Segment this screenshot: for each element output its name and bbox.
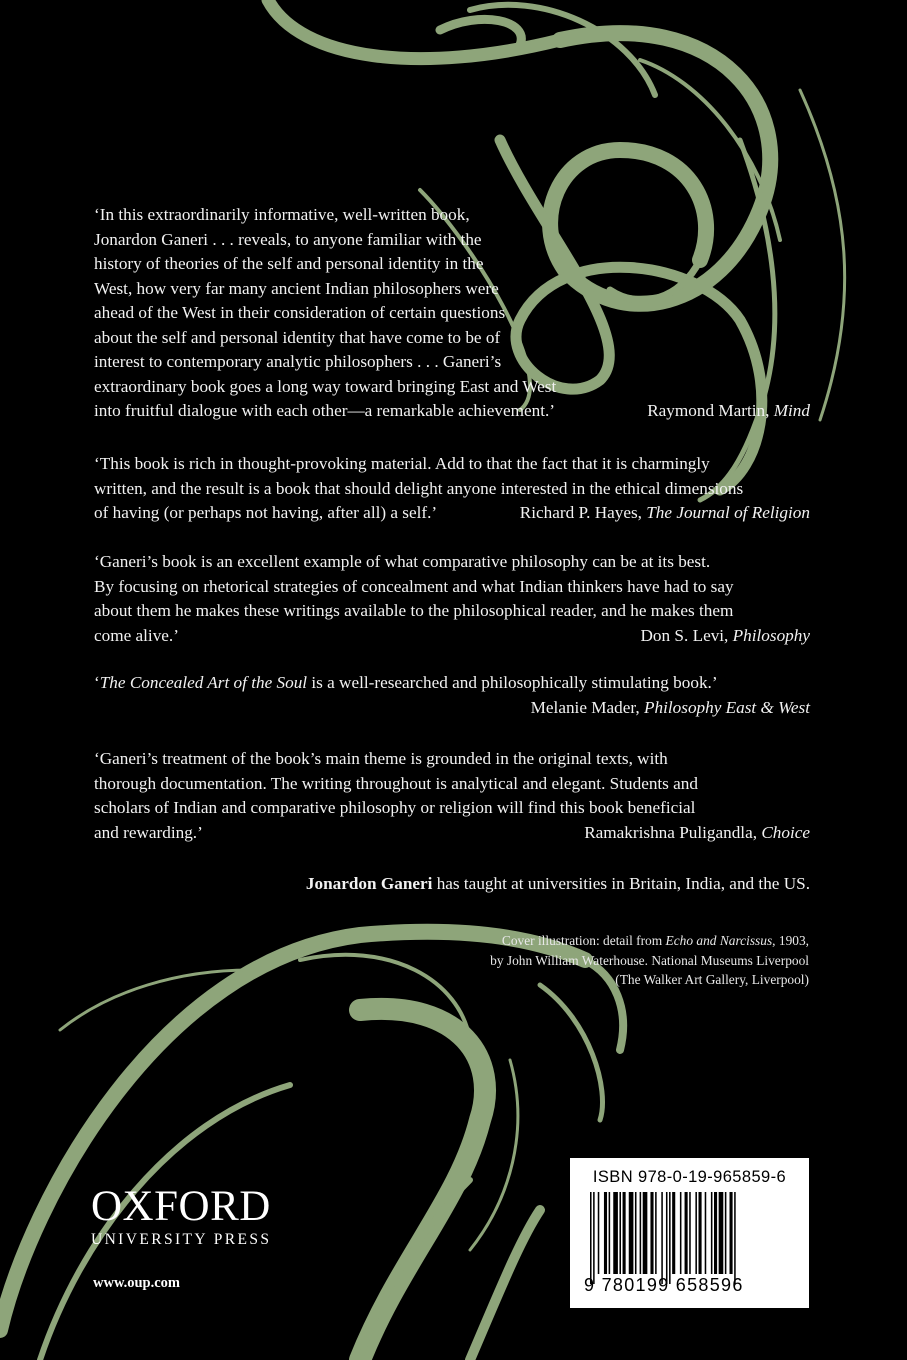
review-line: ‘In this extraordinarily informative, well-written book, — [94, 205, 470, 224]
isbn-digits: 9 780199 658596 — [584, 1275, 744, 1295]
barcode-bar — [619, 1192, 621, 1274]
barcode-bar — [680, 1192, 682, 1274]
review-martin — [94, 203, 810, 424]
review-line: come alive.’ — [94, 625, 179, 645]
publisher-logo — [91, 1185, 301, 1250]
barcode-image — [584, 1192, 795, 1284]
barcode-bar — [672, 1192, 675, 1274]
review-line: ‘Ganeri’s book is an excellent example of what comparative philosophy can be at its best. — [94, 552, 711, 571]
barcode-bar — [666, 1192, 668, 1284]
review-source: Choice — [761, 822, 810, 842]
reviewer-attribution — [584, 821, 810, 846]
reviewer-attribution — [641, 624, 810, 649]
barcode-bar — [669, 1192, 671, 1284]
review-line: written, and the result is a book that should delight anyone interested in the ethical dimensions — [94, 478, 744, 498]
review-line: scholars of Indian and comparative philosophy or religion will find this book beneficial — [94, 798, 696, 817]
review-line: history of theories of the self and personal identity in the — [94, 254, 484, 273]
barcode-bar — [730, 1192, 733, 1274]
barcode-bar — [705, 1192, 707, 1274]
review-source: The Journal of Religion — [646, 503, 810, 522]
credit-line: (The Walker Art Gallery, Liverpool) — [615, 972, 809, 987]
barcode-bar — [725, 1192, 727, 1274]
review-puligandla — [94, 747, 810, 845]
publisher-subname: UNIVERSITY PRESS — [91, 1231, 272, 1248]
review-line: and rewarding.’ — [94, 822, 203, 842]
barcode-bar — [609, 1192, 611, 1274]
reviewer-name: Melanie Mader, — [530, 697, 640, 717]
review-hayes — [94, 452, 810, 526]
review-line: interest to contemporary analytic philosophers . . . Ganeri’s — [94, 352, 502, 371]
barcode-bar — [714, 1192, 717, 1274]
review-levi — [94, 550, 810, 648]
barcode-bar — [711, 1192, 713, 1274]
review-source: Mind — [773, 401, 810, 420]
barcode-bar — [655, 1192, 657, 1274]
review-line: thorough documentation. The writing throughout is analytical and elegant. Students and — [94, 773, 698, 793]
barcode-bar — [699, 1192, 702, 1274]
barcode-bar — [661, 1192, 663, 1284]
barcode-bar — [640, 1192, 642, 1274]
barcode-bar — [593, 1192, 595, 1284]
reviewer-name: Ramakrishna Puligandla, — [584, 822, 758, 842]
review-line: about them he makes these writings available to the philosophical reader, and he makes them — [94, 601, 734, 620]
review-line: By focusing on rhetorical strategies of concealment and what Indian thinkers have had to say — [94, 576, 734, 596]
book-title: The Concealed Art of the Soul — [99, 673, 308, 692]
review-line: Jonardon Ganeri . . . reveals, to anyone familiar with the — [94, 229, 482, 249]
barcode-bar — [695, 1192, 697, 1274]
reviewer-attribution — [520, 501, 810, 526]
author-bio — [94, 872, 810, 896]
publisher-name: OXFORD — [91, 1183, 271, 1230]
barcode-panel — [570, 1158, 809, 1308]
review-line: of having (or perhaps not having, after all) a self.’ — [94, 503, 438, 522]
barcode-bar — [643, 1192, 648, 1274]
review-text: is a well-researched and philosophically stimulating book.’ — [307, 673, 718, 692]
credit-line: by John William Waterhouse. National Museums Liverpool — [490, 952, 809, 968]
reviewer-attribution — [647, 399, 810, 424]
review-source: Philosophy — [732, 625, 810, 645]
credit-line — [389, 931, 809, 951]
credit-suffix: , 1903, — [772, 933, 809, 948]
credit-prefix: Cover illustration: detail from — [501, 933, 666, 948]
barcode-bar — [590, 1192, 592, 1284]
review-line: West, how very far many ancient Indian philosophers were — [94, 278, 499, 298]
barcode-bar — [629, 1192, 634, 1274]
barcode-bar — [734, 1192, 736, 1284]
painting-title: Echo and Narcissus — [665, 933, 773, 948]
barcode-bar — [685, 1192, 688, 1274]
review-line: ‘The Concealed Art of the Soul is a well-researched and philosophically stimulating book.’ — [94, 673, 718, 692]
barcode-bar — [650, 1192, 653, 1274]
isbn-label: ISBN 978-0-19-965859-6 — [592, 1168, 787, 1186]
review-source: Philosophy East & West — [644, 697, 810, 717]
publisher-url: www.oup.com — [93, 1275, 181, 1291]
author-name: Jonardon Ganeri — [305, 874, 433, 893]
review-line: ‘Ganeri’s treatment of the book’s main theme is grounded in the original texts, with — [94, 749, 668, 768]
author-bio-text: has taught at universities in Britain, India, and the US. — [432, 874, 810, 893]
barcode-bar — [623, 1192, 626, 1274]
reviewer-name: Don S. Levi, — [640, 625, 729, 645]
barcode-bar — [689, 1192, 691, 1274]
barcode-bar — [719, 1192, 724, 1274]
reviewer-name: Richard P. Hayes, — [519, 503, 642, 522]
barcode-bar — [598, 1192, 600, 1274]
barcode-bar — [635, 1192, 637, 1274]
reviewer-name: Raymond Martin, — [647, 401, 770, 420]
review-line: ahead of the West in their consideration of certain questions — [94, 303, 506, 322]
reviewer-attribution — [94, 696, 810, 721]
barcode-bar — [613, 1192, 618, 1274]
cover-credit — [389, 931, 809, 990]
review-line: about the self and personal identity that have come to be of — [94, 327, 501, 347]
review-line: into fruitful dialogue with each other—a remarkable achievement.’ — [94, 401, 556, 420]
review-line: extraordinary book goes a long way toward bringing East and West — [94, 376, 557, 396]
review-mader — [94, 671, 810, 720]
barcode-bar — [604, 1192, 607, 1274]
review-line: ‘This book is rich in thought-provoking material. Add to that the fact that it is charmingly — [94, 454, 710, 473]
